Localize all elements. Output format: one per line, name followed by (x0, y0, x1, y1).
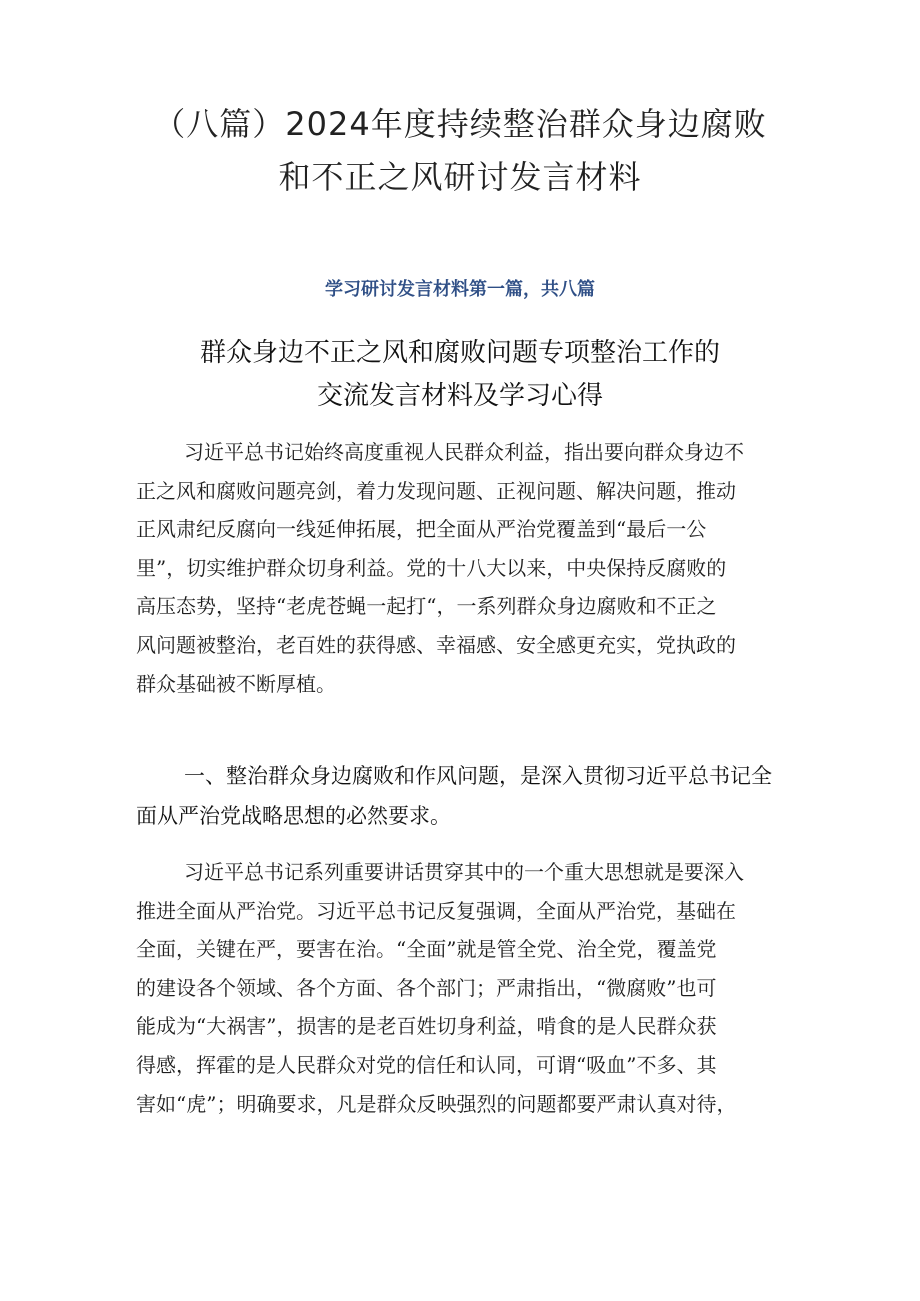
section-heading-1-line: 面从严治党战略思想的必然要求。 (136, 804, 451, 828)
paragraph-2-line: 习近平总书记系列重要讲话贯穿其中的一个重大思想就是要深入 (184, 860, 744, 884)
paragraph-2-line: 推进全面从严治党。习近平总书记反复强调，全面从严治党，基础在 (136, 898, 736, 923)
paragraph-2-line: 能成为“大祸害”，损害的是老百姓切身利益，啃食的是人民群众获 (136, 1014, 717, 1039)
article-title-line-1: 群众身边不正之风和腐败问题专项整治工作的 (199, 338, 720, 368)
section-heading-1-line: 一、整治群众身边腐败和作风问题，是深入贯彻习近平总书记全 (184, 764, 772, 788)
paragraph-1-line: 风问题被整治，老百姓的获得感、幸福感、安全感更充实，党执政的 (136, 632, 736, 657)
document-title-line-1: （八篇）2024年度持续整治群众身边腐败 (153, 105, 767, 143)
paragraph-2-line: 的建设各个领域、各个方面、各个部门；严肃指出，“微腐败”也可 (136, 975, 717, 1000)
paragraph-1-line: 里”，切实维护群众切身利益。党的十八大以来，中央保持反腐败的 (136, 555, 727, 580)
paragraph-2 (136, 853, 796, 1123)
paragraph-2-line: 害如“虎”；明确要求，凡是群众反映强烈的问题都要严肃认真对待， (136, 1091, 737, 1116)
paragraph-1-line: 正之风和腐败问题亮剑，着力发现问题、正视问题、解决问题，推动 (136, 478, 736, 503)
document-title-line-2: 和不正之风研讨发言材料 (278, 158, 642, 196)
article-title-line-2: 交流发言材料及学习心得 (316, 381, 603, 411)
paragraph-1 (136, 433, 796, 703)
paragraph-2-line: 全面，关键在严，要害在治。“全面”就是管全党、治全党，覆盖党 (136, 937, 717, 962)
paragraph-1-line: 高压态势，坚持“老虎苍蝇一起打“，一系列群众身边腐败和不正之 (136, 594, 717, 619)
section-heading-1 (136, 756, 796, 836)
document-title (60, 98, 860, 204)
paragraph-2-line: 得感，挥霍的是人民群众对党的信任和认同，可谓“吸血”不多、其 (136, 1052, 717, 1077)
article-title (60, 332, 860, 418)
section-label: 学习研讨发言材料第一篇，共八篇 (325, 279, 595, 300)
paragraph-1-line: 正风肃纪反腐向一线延伸拓展，把全面从严治党覆盖到“最后一公 (136, 517, 707, 542)
paragraph-1-line: 群众基础被不断厚植。 (136, 671, 336, 696)
paragraph-1-line: 习近平总书记始终高度重视人民群众利益，指出要向群众身边不 (184, 440, 744, 464)
